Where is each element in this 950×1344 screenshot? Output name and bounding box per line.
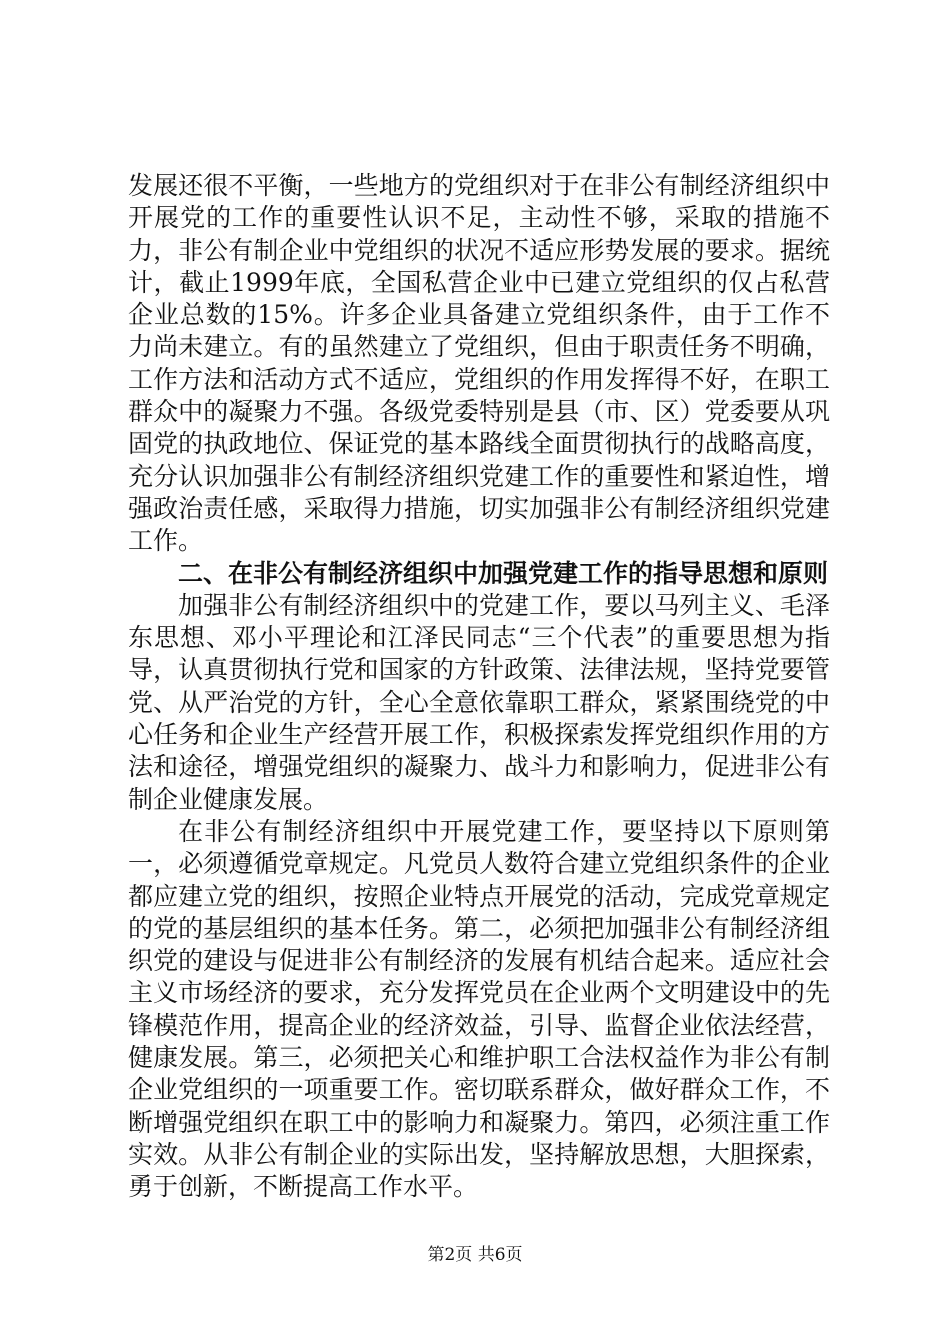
section-heading-2: 二、在非公有制经济组织中加强党建工作的指导思想和原则 — [178, 558, 829, 588]
paragraph-guiding-thought: 加强非公有制经济组织中的党建工作，要以马列主义、毛泽东思想、邓小平理论和江泽民同志“三个代表”的重要思想为指导，认真贯彻执行党和国家的方针政策、法律法规，坚持党要管党、从严治党的方针，全心全意依靠职工群众，紧紧围绕党的中心任务和企业生产经营开展工作，积极探索发挥党组织作用的方法和途径，增强党组织的凝聚力、战斗力和影响力，促进非公有制企业健康发展。 — [128, 590, 830, 814]
paragraph-principles: 在非公有制经济组织中开展党建工作，要坚持以下原则第一，必须遵循党章规定。凡党员人数符合建立党组织条件的企业都应建立党的组织，按照企业特点开展党的活动，完成党章规定的党的基层组织的基本任务。第二，必须把加强非公有制经济组织党的建设与促进非公有制经济的发展有机结合起来。适应社会主义市场经济的要求，充分发挥党员在企业两个文明建设中的先锋模范作用，提高企业的经济效益，引导、监督企业依法经营，健康发展。第三，必须把关心和维护职工合法权益作为非公有制企业党组织的一项重要工作。密切联系群众，做好群众工作，不断增强党组织在职工中的影响力和凝聚力。第四，必须注重工作实效。从非公有制企业的实际出发，坚持解放思想，大胆探索，勇于创新，不断提高工作水平。 — [128, 816, 830, 1202]
document-body — [128, 170, 830, 1204]
page-footer: 第2页 共6页 — [427, 1245, 523, 1265]
paragraph-continued: 发展还很不平衡，一些地方的党组织对于在非公有制经济组织中开展党的工作的重要性认识不足，主动性不够，采取的措施不力，非公有制企业中党组织的状况不适应形势发展的要求。据统计，截止1999年底，全国私营企业中已建立党组织的仅占私营企业总数的15%。许多企业具备建立党组织条件，由于工作不力尚未建立。有的虽然建立了党组织，但由于职责任务不明确，工作方法和活动方式不适应，党组织的作用发挥得不好，在职工群众中的凝聚力不强。各级党委特别是县（市、区）党委要从巩固党的执政地位、保证党的基本路线全面贯彻执行的战略高度，充分认识加强非公有制经济组织党建工作的重要性和紧迫性，增强政治责任感，采取得力措施，切实加强非公有制经济组织党建工作。 — [128, 171, 830, 556]
